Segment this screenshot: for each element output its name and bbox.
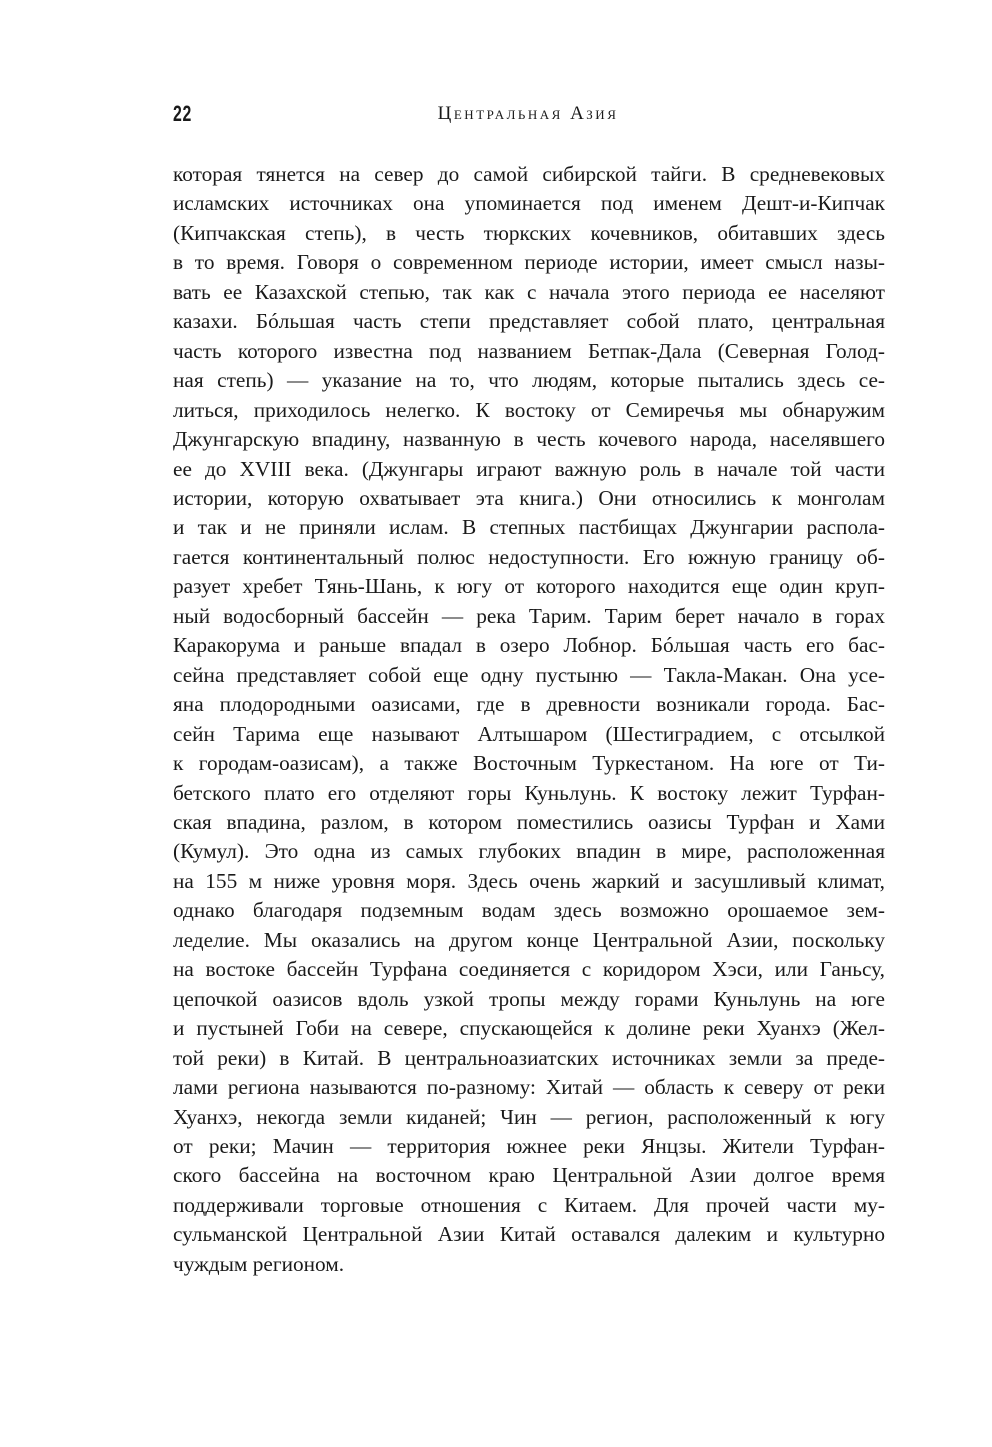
text-line: гается континентальный полюс недоступности. Его южную границу об- xyxy=(173,544,885,569)
text-line: ная степь) — указание на то, что людям, которые пытались здесь се- xyxy=(173,368,885,393)
text-line: на востоке бассейн Турфана соединяется с коридором Хэси, или Ганьсу, xyxy=(173,957,885,982)
text-line: ее до XVIII века. (Джунгары играют важную роль в начале той части xyxy=(173,456,885,481)
text-line: леделие. Мы оказались на другом конце Центральной Азии, поскольку xyxy=(173,927,885,952)
text-line: которая тянется на север до самой сибирской тайги. В средневековых xyxy=(173,162,885,186)
text-line: от реки; Мачин — территория южнее реки Янцзы. Жители Турфан- xyxy=(173,1133,885,1158)
text-line: часть которого известна под названием Бетпак-Дала (Северная Голод- xyxy=(173,338,885,363)
text-line: сейн Тарима еще называют Алтышаром (Шестиградием, с отсылкой xyxy=(173,721,885,746)
text-line: на 155 м ниже уровня моря. Здесь очень жаркий и засушливый климат, xyxy=(173,868,885,893)
text-line: вать ее Казахской степью, так как с начала этого периода ее населяют xyxy=(173,279,885,304)
text-line: Каракорума и раньше впадал в озеро Лобнор. Бóльшая часть его бас- xyxy=(173,633,885,658)
text-line: поддерживали торговые отношения с Китаем. Для прочей части му- xyxy=(173,1192,885,1217)
text-line: (Кумул). Это одна из самых глубоких впадин в мире, расположенная xyxy=(173,839,885,864)
text-line: сульманской Центральной Азии Китай оставался далеким и культурно xyxy=(173,1222,885,1247)
page-number: 22 xyxy=(173,101,193,126)
text-line: казахи. Бóльшая часть степи представляет собой плато, центральная xyxy=(173,309,885,334)
text-line: ный водосборный бассейн — река Тарим. Тарим берет начало в горах xyxy=(173,603,885,628)
body-paragraph xyxy=(173,160,885,1279)
text-line: чуждым регионом. xyxy=(173,1251,345,1276)
text-line: лами региона называются по-разному: Хитай — область к северу от реки xyxy=(173,1075,885,1100)
text-line: яна плодородными оазисами, где в древности возникали города. Бас- xyxy=(173,692,885,717)
text-line: истории, которую охватывает эта книга.) Они относились к монголам xyxy=(173,485,885,510)
text-line: ского бассейна на восточном краю Центральной Азии долгое время xyxy=(173,1163,885,1188)
text-line: цепочкой оазисов вдоль узкой тропы между горами Куньлунь на юге xyxy=(173,986,885,1011)
text-line: (Кипчакская степь), в честь тюркских кочевников, обитавших здесь xyxy=(173,220,885,245)
text-line: Джунгарскую впадину, названную в честь кочевого народа, населявшего xyxy=(173,427,885,452)
text-line: и так и не приняли ислам. В степных пастбищах Джунгарии распола- xyxy=(173,515,885,540)
text-line: бетского плато его отделяют горы Куньлунь. К востоку лежит Турфан- xyxy=(173,780,885,805)
text-line: и пустыней Гоби на севере, спускающейся к долине реки Хуанхэ (Жел- xyxy=(173,1016,885,1041)
text-line: разует хребет Тянь-Шань, к югу от которого находится еще один круп- xyxy=(173,574,885,599)
text-line: литься, приходилось нелегко. К востоку от Семиречья мы обнаружим xyxy=(173,397,885,422)
text-line: той реки) в Китай. В центральноазиатских источниках земли за преде- xyxy=(173,1045,885,1070)
text-line: однако благодаря подземным водам здесь возможно орошаемое зем- xyxy=(173,898,885,923)
running-head: Центральная Азия xyxy=(437,103,619,124)
text-line: Хуанхэ, некогда земли киданей; Чин — регион, расположенный к югу xyxy=(173,1104,885,1129)
text-line: исламских источниках она упоминается под именем Дешт-и-Кипчак xyxy=(173,191,885,216)
text-line: в то время. Говоря о современном периоде истории, имеет смысл назы- xyxy=(173,250,885,275)
text-line: к городам-оазисам), а также Восточным Туркестаном. На юге от Ти- xyxy=(173,751,885,776)
text-line: сейна представляет собой еще одну пустыню — Такла-Макан. Она усе- xyxy=(173,662,885,687)
text-line: ская впадина, разлом, в котором поместились оазисы Турфан и Хами xyxy=(173,809,885,834)
